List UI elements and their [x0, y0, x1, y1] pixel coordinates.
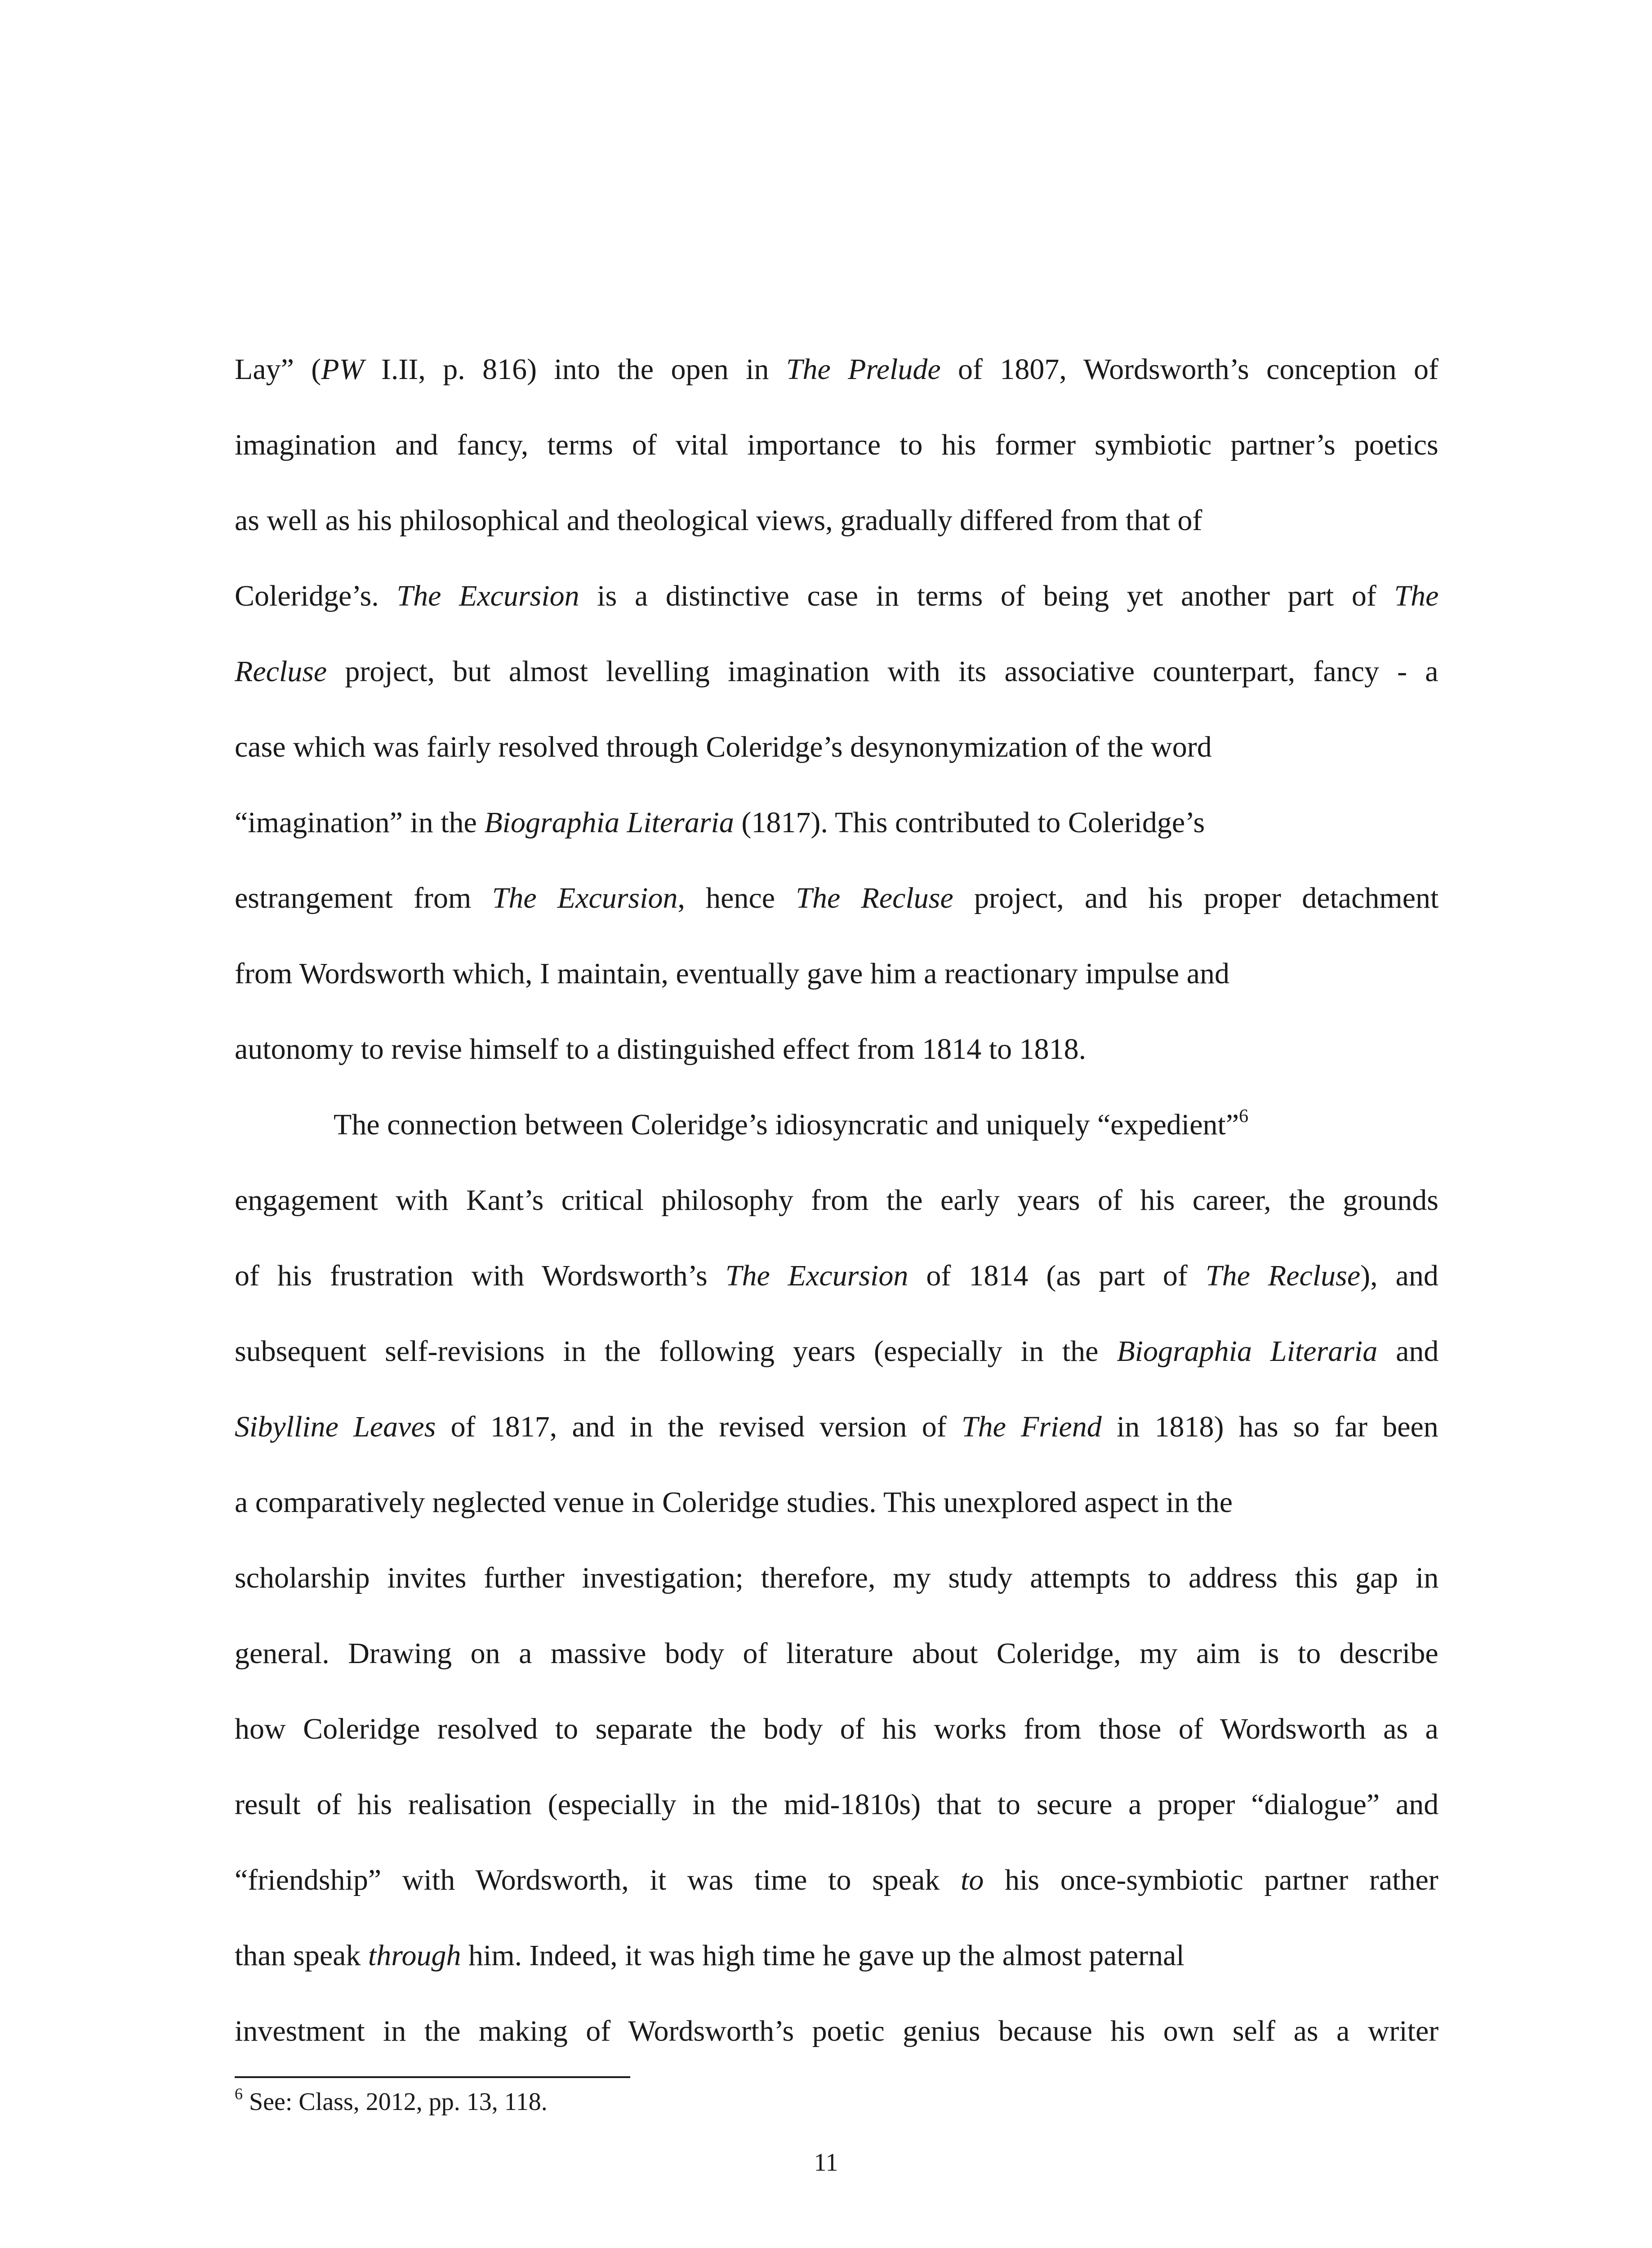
text-run: , hence: [677, 882, 796, 914]
text-run: project, and his proper detachment: [953, 882, 1439, 914]
text-run: subsequent self-revisions in the following years (especially in the: [235, 1335, 1117, 1368]
text-run: him. Indeed, it was high time he gave up the almost paternal: [461, 1939, 1184, 1972]
footnote: [235, 2086, 548, 2118]
text-run: from Wordsworth which, I maintain, eventually gave him a reactionary impulse and: [235, 957, 1229, 990]
paragraph-2-line-10: [235, 1787, 1438, 1823]
paragraph-2-line-4: [235, 1334, 1438, 1369]
paragraph-1-line-7: [235, 805, 1205, 841]
paragraph-1-line-6: [235, 729, 1212, 765]
text-run: “friendship” with Wordsworth, it was time to speak: [235, 1864, 961, 1896]
italic-text-run: The Recluse: [1205, 1259, 1361, 1292]
text-run: as well as his philosophical and theological views, gradually differed from that of: [235, 504, 1202, 537]
italic-text-run: Sibylline Leaves: [235, 1410, 436, 1443]
text-run: than speak: [235, 1939, 368, 1972]
paragraph-1-line-4: [235, 578, 1438, 614]
text-run: of 1807, Wordsworth’s conception of: [940, 353, 1439, 386]
text-run: in 1818) has so far been: [1101, 1410, 1438, 1443]
italic-text-run: Recluse: [235, 655, 327, 688]
italic-text-run: PW: [321, 353, 364, 386]
text-run: estrangement from: [235, 882, 492, 914]
text-run: of 1817, and in the revised version of: [436, 1410, 962, 1443]
text-run: case which was fairly resolved through Coleridge’s desynonymization of the word: [235, 731, 1212, 763]
text-run: investment in the making of Wordsworth’s poetic genius because his own self as a writer: [235, 2015, 1439, 2047]
footnote-separator: [235, 2076, 630, 2078]
text-run: ), and: [1360, 1259, 1438, 1292]
italic-text-run: The Prelude: [786, 353, 941, 386]
text-run: how Coleridge resolved to separate the body of his works from those of Wordsworth as a: [235, 1713, 1438, 1745]
text-run: of 1814 (as part of: [908, 1259, 1206, 1292]
paragraph-1-line-2: [235, 427, 1438, 463]
italic-text-run: The Friend: [961, 1410, 1102, 1443]
italic-text-run: The Excursion: [492, 882, 678, 914]
paragraph-2-line-11: [235, 1862, 1438, 1898]
footnote-number: 6: [235, 2085, 243, 2103]
text-run: I.II, p. 816) into the open in: [364, 353, 786, 386]
text-run: general. Drawing on a massive body of literature about Coleridge, my aim is to describe: [235, 1637, 1438, 1670]
paragraph-2-line-5: [235, 1409, 1438, 1445]
text-run: “imagination” in the: [235, 806, 485, 839]
text-run: imagination and fancy, terms of vital importance to his former symbiotic partner’s poetics: [235, 428, 1438, 461]
text-run: result of his realisation (especially in the mid-1810s) that to secure a proper “dialogue” and: [235, 1788, 1439, 1821]
text-run: Coleridge’s.: [235, 580, 397, 612]
paragraph-2-line-13: [235, 2013, 1438, 2049]
paragraph-1-line-9: [235, 956, 1229, 992]
footnote-reference[interactable]: 6: [1239, 1106, 1249, 1127]
paragraph-1-line-5: [235, 654, 1438, 690]
paragraph-2-line-3: [235, 1258, 1438, 1294]
italic-text-run: The Recluse: [796, 882, 953, 914]
paragraph-2-line-9: [235, 1711, 1438, 1747]
paragraph-1-line-8: [235, 880, 1438, 916]
text-run: autonomy to revise himself to a distinguished effect from 1814 to 1818.: [235, 1033, 1086, 1066]
paragraph-2-line-8: [235, 1636, 1438, 1672]
text-run: his once-symbiotic partner rather: [984, 1864, 1438, 1896]
paragraph-1-line-3: [235, 503, 1202, 539]
paragraph-2-line-7: [235, 1560, 1438, 1596]
italic-text-run: to: [961, 1864, 984, 1896]
paragraph-2-line-2: [235, 1182, 1438, 1218]
italic-text-run: Biographia Literaria: [484, 806, 734, 839]
page-number: 11: [814, 2149, 838, 2177]
italic-text-run: The Excursion: [396, 580, 579, 612]
text-run: and: [1377, 1335, 1439, 1368]
text-run: a comparatively neglected venue in Coleridge studies. This unexplored aspect in the: [235, 1486, 1233, 1519]
text-run: (1817). This contributed to Coleridge’s: [734, 806, 1205, 839]
paragraph-2-line-1: [334, 1107, 1248, 1143]
text-run: The connection between Coleridge’s idiosyncratic and uniquely “expedient”: [334, 1108, 1239, 1141]
text-run: of his frustration with Wordsworth’s: [235, 1259, 726, 1292]
italic-text-run: through: [368, 1939, 461, 1972]
italic-text-run: The Excursion: [725, 1259, 908, 1292]
text-run: scholarship invites further investigation; therefore, my study attempts to address this gap in: [235, 1561, 1439, 1594]
text-run: Lay” (: [235, 353, 321, 386]
italic-text-run: Biographia Literaria: [1117, 1335, 1378, 1368]
footnote-text: See: Class, 2012, pp. 13, 118.: [243, 2088, 548, 2116]
paragraph-2-line-6: [235, 1485, 1233, 1521]
paragraph-1-line-1: [235, 352, 1438, 388]
italic-text-run: The: [1394, 580, 1439, 612]
text-run: engagement with Kant’s critical philosophy from the early years of his career, the grounds: [235, 1184, 1438, 1217]
text-run: project, but almost levelling imagination with its associative counterpart, fancy - a: [327, 655, 1438, 688]
text-run: is a distinctive case in terms of being yet another part of: [579, 580, 1394, 612]
paragraph-2-line-12: [235, 1938, 1184, 1974]
paragraph-1-line-10: [235, 1031, 1086, 1067]
